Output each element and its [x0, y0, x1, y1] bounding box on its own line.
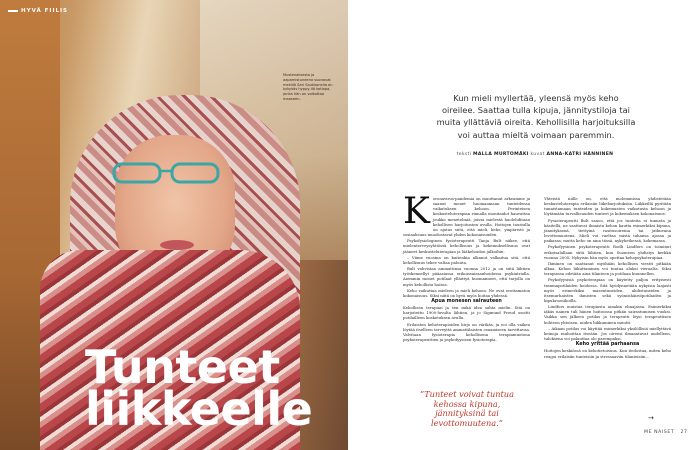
byline-photographer: ANNA-KATRI HÄNNINEN [546, 152, 614, 157]
photo-caption: Mustenaksesta ja aapamistuneena suonavat mekillä Sari Saukkonella on kykykäs hyppy-ilä kotiopa, jonka hän on voikottaa maaseen. [283, 73, 333, 101]
body-paragraph [403, 191, 530, 238]
headline-line-1: Tunteet [85, 340, 280, 394]
section-label [8, 8, 68, 14]
footer-magazine-name: ME NAISET [644, 430, 675, 435]
byline-photo-label: kuvat [530, 152, 545, 157]
pull-quote: ”Tunteet voivat tuntua kehossa kipuna, jännityksinä tai levottomuutena.” [420, 389, 514, 428]
body-paragraph: Erilaisten kehoterapioiden kirjo on värikäs, ja voi olla vaikea löytää itselleen terveyttä ammattilaisten osaamiseen tarvittavaa. Valvitaan fysioterapia kehollisena terapiamuotona psykoterapeuttien ja psykofyysisen fysioterapia. [403, 321, 530, 343]
byline-author: MALLA MURTOMÄKI [473, 152, 529, 157]
text-page [348, 0, 696, 450]
body-paragraph: Bult vahvistaa ammattinsa vuonna 2012 ja on siitä lähtien työskennellyt pääasiassa erikoissairaanhoidossa psykiatrialla. Aiemmin monet potilaat ylläittyä huomanneet, että tarjolla on myös kehollista hoitoa. [403, 266, 530, 287]
section-label-text: HYVÄ FIILIS [21, 8, 69, 14]
page-footer [644, 430, 688, 435]
body-paragraph: Keho vaikuttaa mieleen ja mieli kehoon. Ne ovat erottamaton kokonaisuus. Siksi niitä on hyvä myös hoitaa yhdessä. [403, 287, 530, 298]
article-headline [85, 340, 345, 436]
body-paragraph: Psykofyysinen psykoterapeutti Rodli Lindfors on toiminut erikoisalallaan siitä lähtien, kun Suomeen yhdistys kerkkä vuonna 2005. Nykyisin hän myös opettaa kehopsykoterapiaa. [544, 244, 671, 260]
glasses-icon [112, 160, 222, 186]
body-paragraph: – Viime vuosina on kuitenkin alkanut valkaitua sitä, että kehollisuus tekee valtaa paluuta. [403, 254, 530, 265]
byline [420, 152, 650, 157]
byline-text-label: teksti [456, 152, 472, 157]
body-paragraph: Fysioterapeutti Bult sanoo, että jos tunteita ei tunneta ja käsitellä, ne saattavat ilmaista kehon kautta esimerkiksi kipuna, jännityksenä, tiettyinä rasitusoireina tai jatkuvana levottomuutena. Mieli voi vaeltaa mistä tahansa ajassa ja paikassa, mutta keho on aina tässä, nykyhetkessä, kokemassa. [544, 217, 671, 244]
body-paragraph: Ihminen on saattanut myöhään kehollisen viestit pitkään alkaa. Kehon liikuttaminen voi tuntua aluksi vieraalta. Siksi terapiassa edetään aina tilanteen ja potilaan kuunnellen. [544, 260, 671, 277]
continue-arrow-icon: → [648, 414, 654, 422]
subheading: Keho yrittää parhaansa [575, 342, 640, 348]
body-paragraph: Kehollisen terapian ja sen mikä idea sahta mielin. Sitä on harjoitettu 1900-luvulta lähtien, ja jo Sigmund Freud osoitti potilailleen kosketuksen avulla. [403, 305, 530, 321]
body-paragraph: Lindfors muistaa terapiasta ainakin elinajassa. Esimerkiksi iäkäs nainen tuli hänen hoitoonsa pitkän sairastumisen vuoksi. Vaikka sen jälkeen potilas ja terapeutti löysi terapeuttisen kohteen yhteisen, niiden liikkuminen muutti. [544, 304, 671, 325]
body-paragraph: – Aikaan potilas voi käyttää esimerkiksi yksilöllisiä miellyttävä keinoja rauhoittaa itseään. Jos oireesi ilmaantuvat uudelleen, tuloksena voi palauttaa olo parempaksi. [544, 325, 671, 342]
subheading: Apua monesen sairauteen [431, 298, 502, 304]
body-paragraph: Psykofysiologinen fysioterapeutti Tanja Bult näkee, että mielenterveysyhtiössä kehollisuus ja kokemuksellisuus ovat jääneet keskusteluterapian ja lääkehoidon jalkoihin. [403, 238, 530, 254]
body-column-1 [403, 191, 530, 343]
headline-line-2: liikkeelle [85, 382, 313, 436]
section-dash [8, 10, 18, 12]
photo-lips [160, 240, 194, 250]
page-number: 27 [680, 430, 688, 435]
body-paragraph: Yhteistä niille on, että molemmissa yhdistetään keskusteluterapia erilaisiin liikeharjoituksiin. Liikkeillä pyritään tunnistamaan tunteiden ja kokemusten vaikutusta kehoon ja löytämään turvallisuuden tunteet ja kokemuksen kokonaisuus. [544, 196, 671, 217]
drop-cap: K [403, 191, 430, 232]
body-paragraph: Psykofyysisiä psykoterapiaa on käytetty paljon erityisesti traumapotilaiden hoidossa. Sitä hyödynnetään nykyisin laajasti myös erimerkiksi masentuneiden, ahdistuneiden ja itsemurhaisten ihmisten sekä syömishäiriöpotilaiden ja kipukroonikoilla. [544, 277, 671, 303]
body-column-2 [544, 196, 671, 360]
article-lead: Kun mieli myllertää, yleensä myös keho oireilee. Saattaa tulla kipuja, jännitystiloja tai muita yllättäviä oireita. Kehollisilla harjoituksilla voi auttaa mieltä voimaan paremmin. [436, 93, 636, 140]
body-paragraph: Hoitojen keskiössä on kehotietoisuus. Kun tiedostaa, miten keho reagoi erilaisiin tunteisiin ja stressaaviin tilanteisiin... [544, 348, 671, 359]
paragraph-text: oronavirus-pandemia on muuttanut arkeamme ja saanut monet huomaamaan tunteidensa vaikutuksen kehoon. Perinteisen keskusteluterapian rinnalla monitaidot hauvattaa joukko menetelmiä, joissa mielestä huolehditaan kehollisen harjoitusten avulla. Hoitojen taustalla on ajatus siitä, että mieli, keho, ympäristö ja sosiaalisuus muodostavat yhden kokonaisuuden. [403, 196, 530, 238]
